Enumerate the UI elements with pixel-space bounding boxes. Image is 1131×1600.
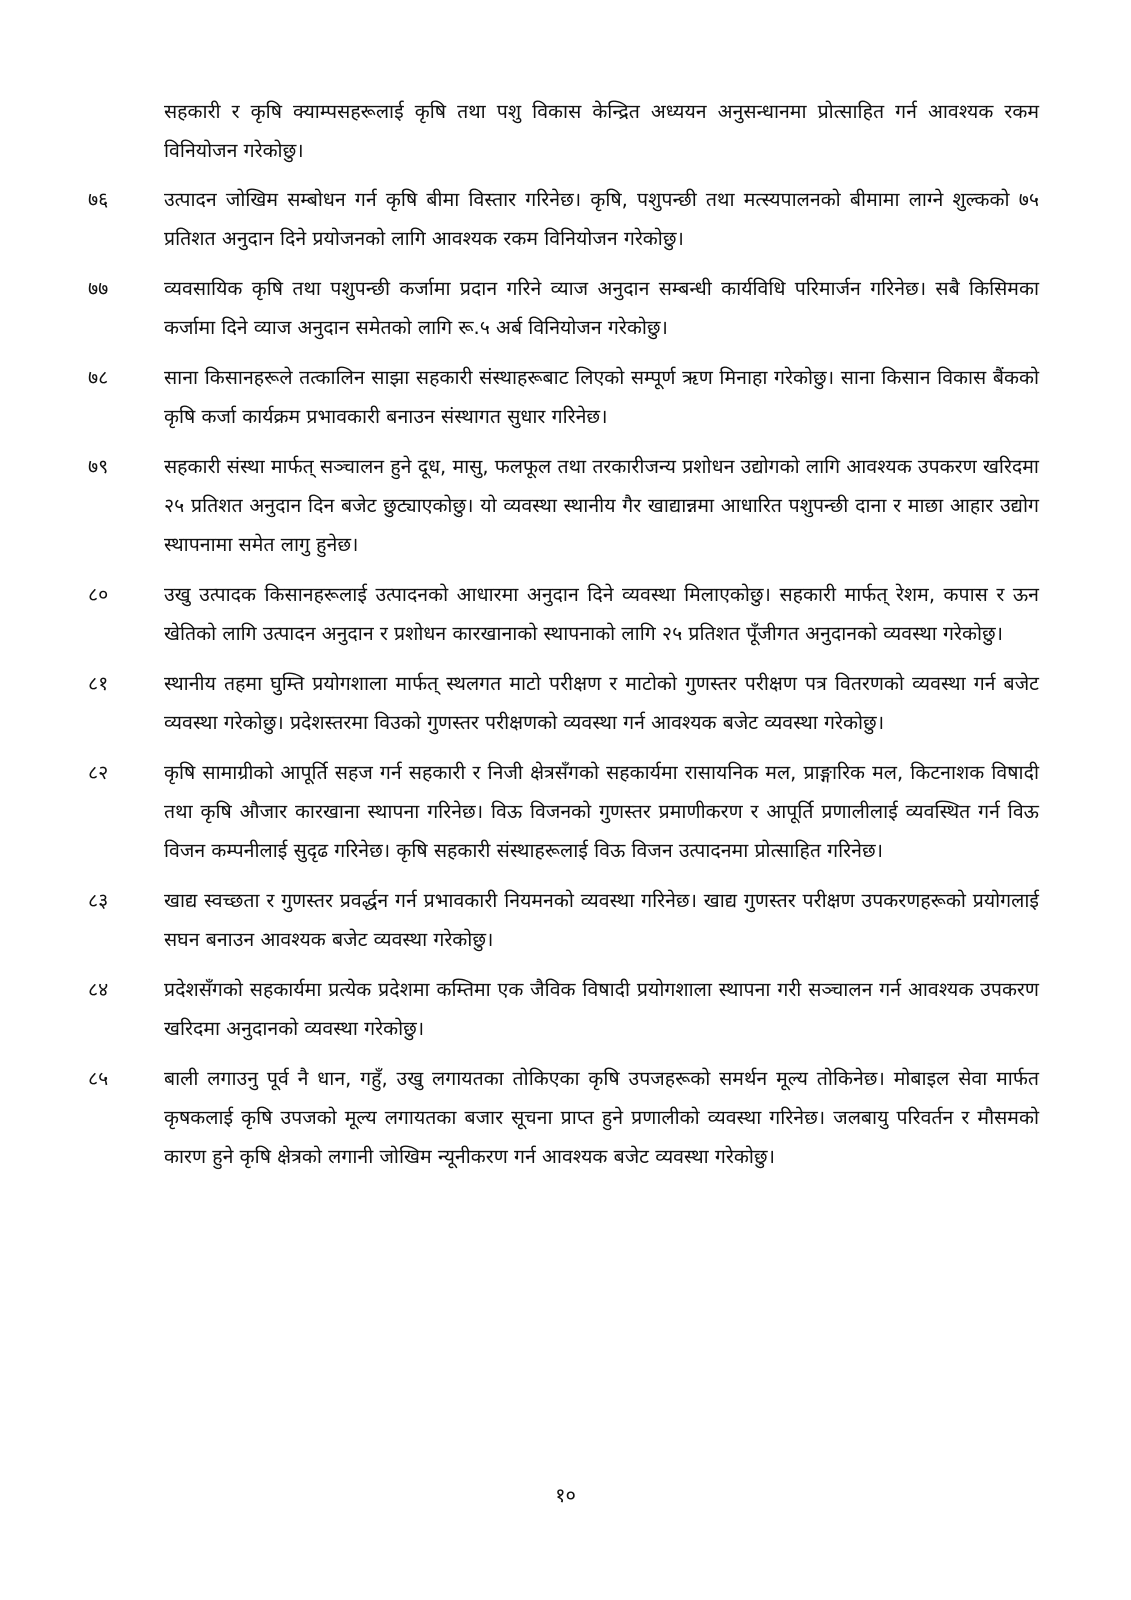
paragraph-text: खाद्य स्वच्छता र गुणस्तर प्रवर्द्धन गर्न प्रभावकारी नियमनको व्यवस्था गरिनेछ। खाद्य गुणस्तर परीक्षण उपकरणहरूको प्रयोगलाई सघन बनाउन आवश्यक बजेट व्यवस्था गरेकोछु। bbox=[164, 889, 1039, 951]
paragraph-number: ७६ bbox=[88, 188, 109, 211]
paragraph-number: ८४ bbox=[88, 978, 109, 1001]
paragraph-text: बाली लगाउनु पूर्व नै धान, गहुँ, उखु लगायतका तोकिएका कृषि उपजहरूको समर्थन मूल्य तोकिनेछ। मोबाइल सेवा मार्फत कृषकलाई कृषि उपजको मूल्य लगायतका बजार सूचना प्राप्त हुने प्रणालीको व्यवस्था गरिनेछ। जलबायु परिवर्तन र मौसमको कारण हुने कृषि क्षेत्रको लगानी जोखिम न्यूनीकरण गर्न आवश्यक बजेट व्यवस्था गरेकोछु। bbox=[164, 1067, 1039, 1168]
paragraph-84 bbox=[86, 970, 1046, 1048]
document-body bbox=[86, 92, 1046, 1187]
paragraph-81 bbox=[86, 664, 1046, 742]
paragraph-number: ८० bbox=[88, 583, 109, 606]
paragraph-number: ८५ bbox=[88, 1067, 109, 1090]
paragraph-number: ८३ bbox=[88, 889, 109, 912]
paragraph-number: ८१ bbox=[88, 672, 109, 695]
paragraph-77 bbox=[86, 269, 1046, 347]
paragraph-83 bbox=[86, 881, 1046, 959]
paragraph-79 bbox=[86, 447, 1046, 564]
page-number: १० bbox=[555, 1483, 576, 1507]
paragraph-number: ८२ bbox=[88, 761, 109, 784]
paragraph-text: उत्पादन जोखिम सम्बोधन गर्न कृषि बीमा विस्तार गरिनेछ। कृषि, पशुपन्छी तथा मत्स्यपालनको बीमामा लाग्ने शुल्कको ७५ प्रतिशत अनुदान दिने प्रयोजनको लागि आवश्यक रकम विनियोजन गरेकोछु। bbox=[164, 188, 1039, 250]
paragraph-number: ७७ bbox=[88, 277, 109, 300]
intro-paragraph: सहकारी र कृषि क्याम्पसहरूलाई कृषि तथा पशु विकास केन्द्रित अध्ययन अनुसन्धानमा प्रोत्साहित गर्न आवश्यक रकम विनियोजन गरेकोछु। bbox=[164, 100, 1039, 162]
paragraph-76 bbox=[86, 180, 1046, 258]
paragraph-80 bbox=[86, 575, 1046, 653]
paragraph-text: व्यवसायिक कृषि तथा पशुपन्छी कर्जामा प्रदान गरिने व्याज अनुदान सम्बन्धी कार्यविधि परिमार्जन गरिनेछ। सबै किसिमका कर्जामा दिने व्याज अनुदान समेतको लागि रू.५ अर्ब विनियोजन गरेकोछु। bbox=[164, 277, 1039, 339]
paragraph-text: प्रदेशसँगको सहकार्यमा प्रत्येक प्रदेशमा कम्तिमा एक जैविक विषादी प्रयोगशाला स्थापना गरी सञ्चालन गर्न आवश्यक उपकरण खरिदमा अनुदानको व्यवस्था गरेकोछु। bbox=[164, 978, 1039, 1040]
paragraph-85 bbox=[86, 1059, 1046, 1176]
paragraph-text: कृषि सामाग्रीको आपूर्ति सहज गर्न सहकारी र निजी क्षेत्रसँगको सहकार्यमा रासायनिक मल, प्राङ्गारिक मल, किटनाशक विषादी तथा कृषि औजार कारखाना स्थापना गरिनेछ। विऊ विजनको गुणस्तर प्रमाणीकरण र आपूर्ति प्रणालीलाई व्यवस्थित गर्न विऊ विजन कम्पनीलाई सुदृढ गरिनेछ। कृषि सहकारी संस्थाहरूलाई विऊ विजन उत्पादनमा प्रोत्साहित गरिनेछ। bbox=[164, 761, 1039, 862]
paragraph-text: सहकारी संस्था मार्फत् सञ्चालन हुने दूध, मासु, फलफूल तथा तरकारीजन्य प्रशोधन उद्योगको लागि आवश्यक उपकरण खरिदमा २५ प्रतिशत अनुदान दिन बजेट छुट्याएकोछु। यो व्यवस्था स्थानीय गैर खाद्यान्नमा आधारित पशुपन्छी दाना र माछा आहार उद्योग स्थापनामा समेत लागु हुनेछ। bbox=[164, 455, 1039, 556]
paragraph-text: साना किसानहरूले तत्कालिन साझा सहकारी संस्थाहरूबाट लिएको सम्पूर्ण ऋण मिनाहा गरेकोछु। साना किसान विकास बैंकको कृषि कर्जा कार्यक्रम प्रभावकारी बनाउन संस्थागत सुधार गरिनेछ। bbox=[164, 366, 1039, 428]
paragraph-number: ७९ bbox=[88, 455, 109, 478]
paragraph-number: ७८ bbox=[88, 366, 109, 389]
paragraph-82 bbox=[86, 753, 1046, 870]
paragraph-text: उखु उत्पादक किसानहरूलाई उत्पादनको आधारमा अनुदान दिने व्यवस्था मिलाएकोछु। सहकारी मार्फत् रेशम, कपास र ऊन खेतिको लागि उत्पादन अनुदान र प्रशोधन कारखानाको स्थापनाको लागि २५ प्रतिशत पूँजीगत अनुदानको व्यवस्था गरेकोछु। bbox=[164, 583, 1039, 645]
paragraph-78 bbox=[86, 358, 1046, 436]
paragraph-text: स्थानीय तहमा घुम्ति प्रयोगशाला मार्फत् स्थलगत माटो परीक्षण र माटोको गुणस्तर परीक्षण पत्र वितरणको व्यवस्था गर्न बजेट व्यवस्था गरेकोछु। प्रदेशस्तरमा विउको गुणस्तर परीक्षणको व्यवस्था गर्न आवश्यक बजेट व्यवस्था गरेकोछु। bbox=[164, 672, 1039, 734]
